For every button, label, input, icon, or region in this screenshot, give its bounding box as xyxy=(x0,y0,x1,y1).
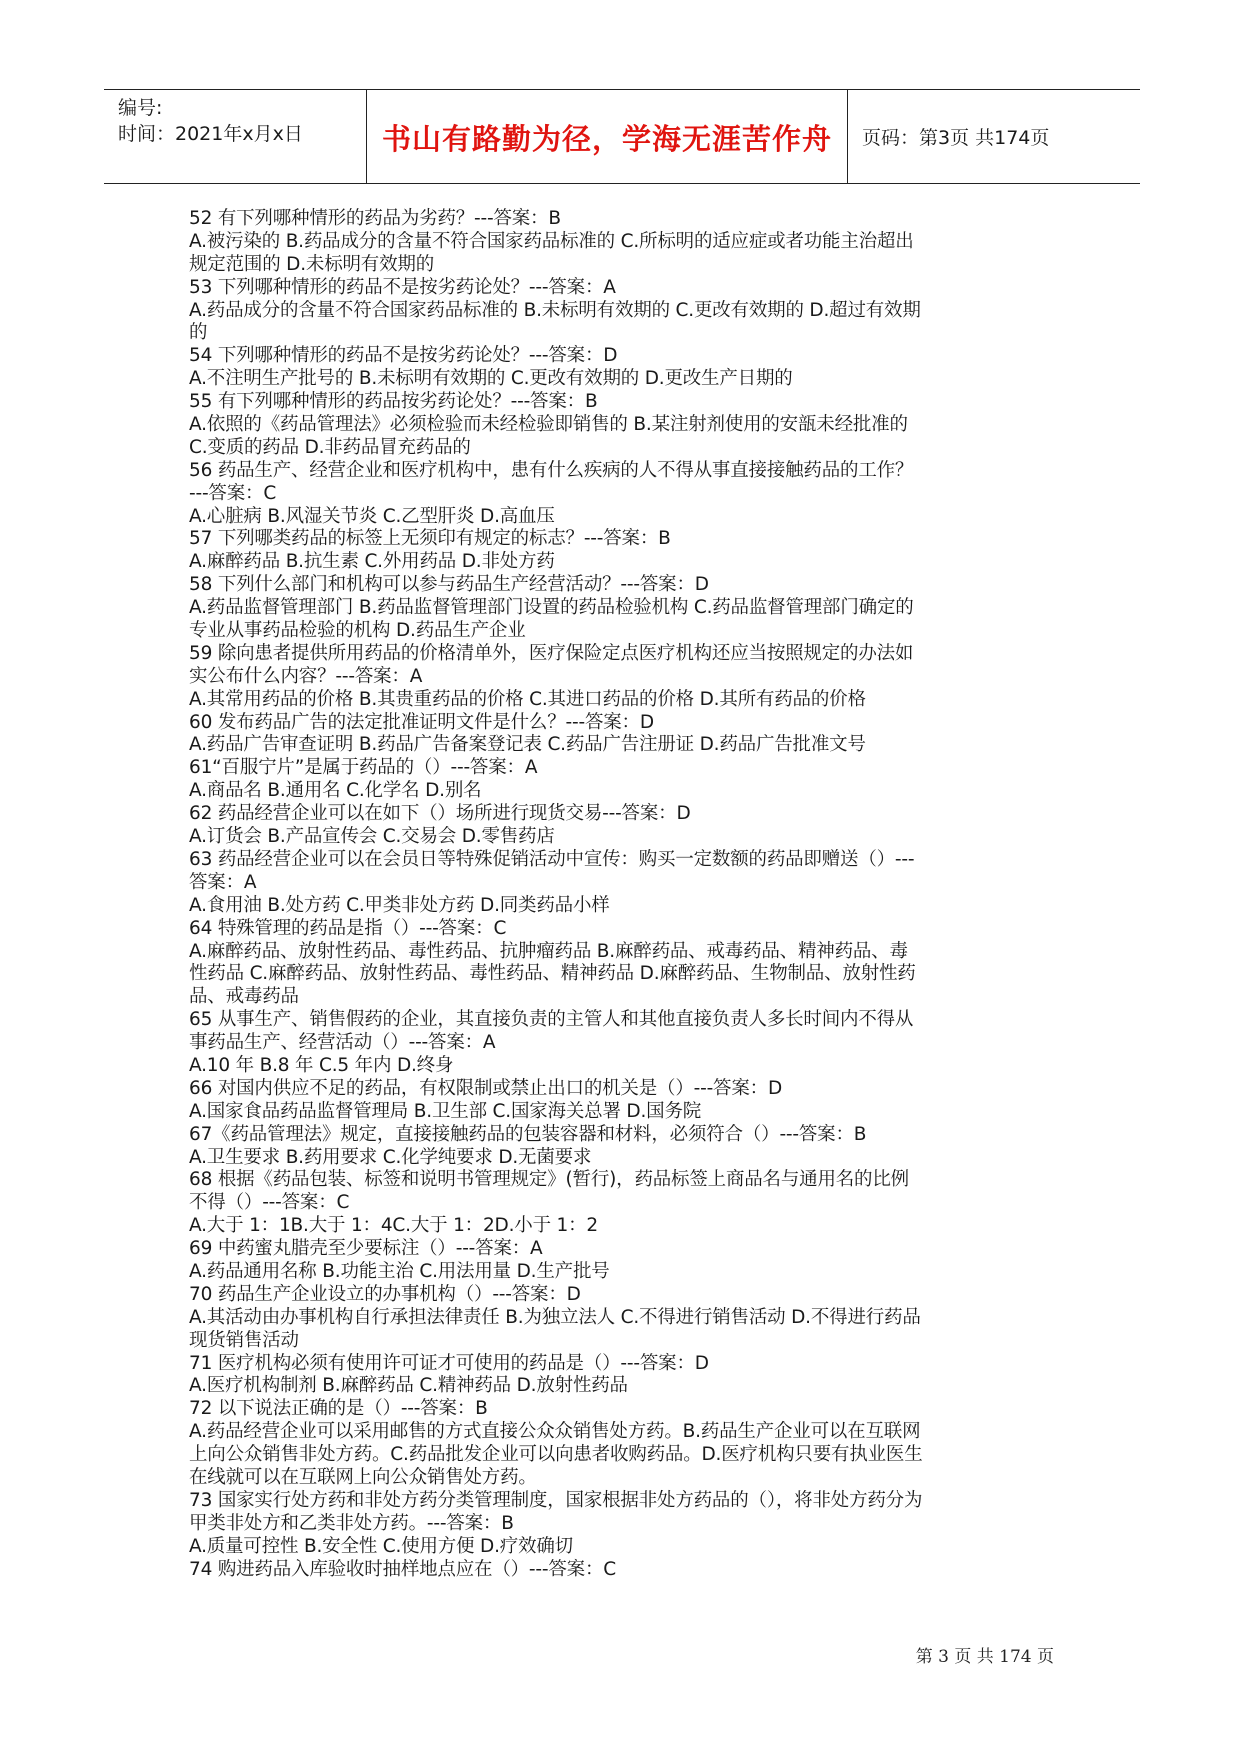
header-info-cell xyxy=(104,90,367,183)
text-line: A.国家食品药品监督管理局 B.卫生部 C.国家海关总署 D.国务院 xyxy=(189,1100,702,1122)
text-line: 规定范围的 D.未标明有效期的 xyxy=(189,253,435,275)
text-line: A.订货会 B.产品宣传会 C.交易会 D.零售药店 xyxy=(189,826,555,848)
text-line: A.被污染的 B.药品成分的含量不符合国家药品标准的 C.所标明的适应症或者功能主治超出 xyxy=(189,230,914,252)
text-line: 55 有下列哪种情形的药品按劣药论处？---答案：B xyxy=(189,391,598,413)
text-line: 71 医疗机构必须有使用许可证才可使用的药品是（）---答案：D xyxy=(189,1352,709,1374)
text-line: A.商品名 B.通用名 C.化学名 D.别名 xyxy=(189,780,482,802)
header-motto-cell xyxy=(367,90,848,183)
text-line: A.10 年 B.8 年 C.5 年内 D.终身 xyxy=(189,1054,454,1076)
text-line: 56 药品生产、经营企业和医疗机构中，患有什么疾病的人不得从事直接接触药品的工作？ xyxy=(189,459,914,481)
header-table xyxy=(104,89,1140,184)
header-page-number: 页码：第3页 共174页 xyxy=(862,127,1050,149)
text-line: A.其常用药品的价格 B.其贵重药品的价格 C.其进口药品的价格 D.其所有药品的价格 xyxy=(189,688,866,710)
text-line: 专业从事药品检验的机构 D.药品生产企业 xyxy=(189,620,526,642)
text-line: A.心脏病 B.风湿关节炎 C.乙型肝炎 D.高血压 xyxy=(189,505,555,527)
text-line: A.不注明生产批号的 B.未标明有效期的 C.更改有效期的 D.更改生产日期的 xyxy=(189,368,793,390)
text-line: 64 特殊管理的药品是指（）---答案：C xyxy=(189,917,507,939)
text-line: 54 下列哪种情形的药品不是按劣药论处？---答案：D xyxy=(189,345,618,367)
text-line: 现货销售活动 xyxy=(189,1329,299,1351)
document-date: 时间：2021年x月x日 xyxy=(118,123,303,145)
text-line: 性药品 C.麻醉药品、放射性药品、毒性药品、精神药品 D.麻醉药品、生物制品、放射性药 xyxy=(189,963,916,985)
text-line: A.食用油 B.处方药 C.甲类非处方药 D.同类药品小样 xyxy=(189,894,610,916)
text-line: ---答案：C xyxy=(189,482,277,504)
text-line: A.药品监督管理部门 B.药品监督管理部门设置的药品检验机构 C.药品监督管理部门确定的 xyxy=(189,597,914,619)
text-line: A.质量可控性 B.安全性 C.使用方便 D.疗效确切 xyxy=(189,1535,573,1557)
text-line: A.麻醉药品、放射性药品、毒性药品、抗肿瘤药品 B.麻醉药品、戒毒药品、精神药品、毒 xyxy=(189,940,908,962)
text-line: A.麻醉药品 B.抗生素 C.外用药品 D.非处方药 xyxy=(189,551,555,573)
text-line: 的 xyxy=(189,322,208,344)
text-line: A.药品经营企业可以采用邮售的方式直接公众众销售处方药。B.药品生产企业可以在互联网 xyxy=(189,1421,921,1443)
text-line: 74 购进药品入库验收时抽样地点应在（）---答案：C xyxy=(189,1558,616,1580)
text-line: 65 从事生产、销售假药的企业，其直接负责的主管人和其他直接负责人多长时间内不得从 xyxy=(189,1009,914,1031)
text-line: 66 对国内供应不足的药品，有权限制或禁止出口的机关是（）---答案：D xyxy=(189,1077,782,1099)
text-line: 61“百服宁片”是属于药品的（）---答案：A xyxy=(189,757,538,779)
header-page-cell xyxy=(848,90,1140,183)
text-line: 70 药品生产企业设立的办事机构（）---答案：D xyxy=(189,1283,581,1305)
text-line: 59 除向患者提供所用药品的价格清单外，医疗保险定点医疗机构还应当按照规定的办法如 xyxy=(189,642,914,664)
text-line: A.其活动由办事机构自行承担法律责任 B.为独立法人 C.不得进行销售活动 D.不得进行药品 xyxy=(189,1306,921,1328)
footer-page-number: 第 3 页 共 174 页 xyxy=(915,1647,1054,1667)
text-line: 上向公众销售非处方药。C.药品批发企业可以向患者收购药品。D.医疗机构只要有执业医生 xyxy=(189,1444,923,1466)
text-line: A.药品通用名称 B.功能主治 C.用法用量 D.生产批号 xyxy=(189,1260,610,1282)
text-line: 60 发布药品广告的法定批准证明文件是什么？---答案：D xyxy=(189,711,654,733)
text-line: 52 有下列哪种情形的药品为劣药？---答案：B xyxy=(189,208,561,229)
text-line: 69 中药蜜丸腊壳至少要标注（）---答案：A xyxy=(189,1238,543,1260)
text-line: 68 根据《药品包装、标签和说明书管理规定》(暂行)，药品标签上商品名与通用名的比例 xyxy=(189,1169,909,1191)
text-line: A.卫生要求 B.药用要求 C.化学纯要求 D.无菌要求 xyxy=(189,1146,592,1168)
question-list xyxy=(189,208,1059,1581)
text-line: A.医疗机构制剂 B.麻醉药品 C.精神药品 D.放射性药品 xyxy=(189,1375,628,1397)
text-line: 58 下列什么部门和机构可以参与药品生产经营活动？---答案：D xyxy=(189,574,709,596)
text-line: 57 下列哪类药品的标签上无须印有规定的标志？---答案：B xyxy=(189,528,671,550)
text-line: 品、戒毒药品 xyxy=(189,986,299,1008)
text-line: 实公布什么内容？---答案：A xyxy=(189,665,423,687)
text-line: 答案：A xyxy=(189,871,257,893)
text-line: 73 国家实行处方药和非处方药分类管理制度，国家根据非处方药品的（），将非处方药分为 xyxy=(189,1489,923,1511)
text-line: 在线就可以在互联网上向公众销售处方药。 xyxy=(189,1466,537,1488)
text-line: A.药品成分的含量不符合国家药品标准的 B.未标明有效期的 C.更改有效期的 D.超过有效期 xyxy=(189,299,921,321)
text-line: 62 药品经营企业可以在如下（）场所进行现货交易---答案：D xyxy=(189,803,691,825)
motto-text: 书山有路勤为径，学海无涯苦作舟 xyxy=(381,122,832,156)
document-number-label: 编号: xyxy=(118,97,163,119)
text-line: A.大于 1：1B.大于 1：4C.大于 1：2D.小于 1：2 xyxy=(189,1215,598,1237)
text-line: 事药品生产、经营活动（）---答案：A xyxy=(189,1032,496,1054)
text-line: A.药品广告审查证明 B.药品广告备案登记表 C.药品广告注册证 D.药品广告批准文号 xyxy=(189,734,866,756)
text-line: 53 下列哪种情形的药品不是按劣药论处？---答案：A xyxy=(189,276,616,298)
text-line: 67《药品管理法》规定，直接接触药品的包装容器和材料，必须符合（）---答案：B xyxy=(189,1123,867,1145)
text-line: C.变质的药品 D.非药品冒充药品的 xyxy=(189,436,471,458)
text-line: 63 药品经营企业可以在会员日等特殊促销活动中宣传：购买一定数额的药品即赠送（）--- xyxy=(189,848,915,870)
text-line: 不得（）---答案：C xyxy=(189,1192,350,1214)
text-line: A.依照的《药品管理法》必须检验而未经检验即销售的 B.某注射剂使用的安瓿未经批准的 xyxy=(189,414,908,436)
text-line: 甲类非处方和乙类非处方药。---答案：B xyxy=(189,1512,514,1534)
text-line: 72 以下说法正确的是（）---答案：B xyxy=(189,1398,488,1420)
